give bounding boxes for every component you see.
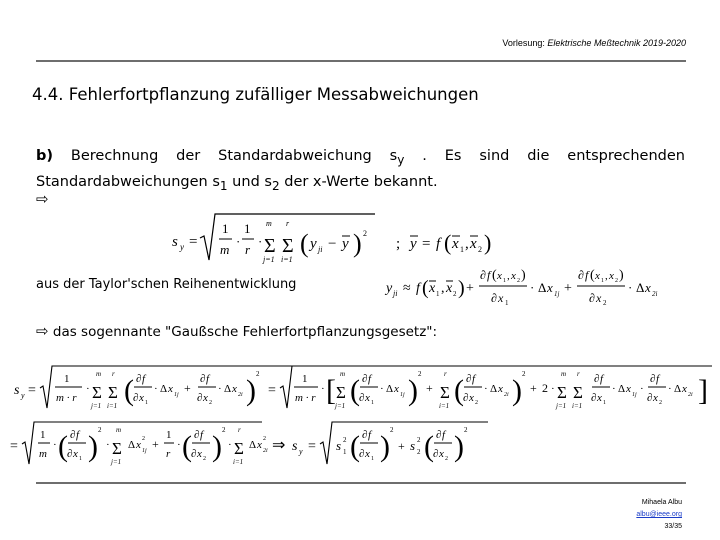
svg-text:2: 2 <box>522 370 526 378</box>
svg-text:y: y <box>386 281 393 296</box>
svg-text:Σ: Σ <box>108 383 118 402</box>
svg-text:=: = <box>28 383 36 398</box>
svg-text:x: x <box>446 281 453 296</box>
page-title: 4.4. Fehlerfortpflanzung zufälliger Messabweichungen <box>32 85 479 104</box>
header-course: Elektrische Meßtechnik 2019-2020 <box>547 38 686 48</box>
svg-text:∂: ∂ <box>463 392 469 404</box>
svg-text:2: 2 <box>263 436 266 442</box>
task-paragraph <box>36 145 685 197</box>
svg-text:;: ; <box>396 236 401 252</box>
svg-text:=: = <box>189 234 198 250</box>
svg-text:+: + <box>530 381 537 395</box>
lecture-header <box>502 38 686 48</box>
svg-text:]: ] <box>698 374 708 407</box>
svg-text:r: r <box>238 426 241 434</box>
svg-text:x: x <box>365 392 370 404</box>
svg-text:m: m <box>266 219 272 228</box>
svg-text:f: f <box>585 268 589 282</box>
svg-text:+: + <box>564 281 572 296</box>
svg-text:2: 2 <box>464 426 468 434</box>
svg-text:Σ: Σ <box>557 383 567 402</box>
svg-text:x: x <box>682 383 687 395</box>
svg-text:1: 1 <box>302 373 308 385</box>
svg-text:r: r <box>286 219 290 228</box>
svg-text:∂: ∂ <box>436 429 442 441</box>
svg-text:y: y <box>180 242 184 252</box>
svg-text:r: r <box>112 370 115 378</box>
svg-text:(: ( <box>350 374 360 407</box>
svg-text:1: 1 <box>436 290 440 298</box>
svg-text:Σ: Σ <box>336 383 346 402</box>
svg-text:x: x <box>597 392 602 404</box>
svg-text:,: , <box>441 281 445 296</box>
svg-text:s: s <box>14 383 20 398</box>
svg-text:∂: ∂ <box>480 268 486 282</box>
svg-text:1j: 1j <box>142 448 147 454</box>
svg-text:∂: ∂ <box>647 392 653 404</box>
svg-text:x: x <box>511 270 516 282</box>
svg-text:=: = <box>422 236 431 252</box>
svg-text:+: + <box>152 437 159 451</box>
footer <box>636 497 682 533</box>
svg-text:f: f <box>76 429 80 441</box>
svg-text:1j: 1j <box>554 290 560 298</box>
svg-text:Σ: Σ <box>264 235 276 257</box>
svg-text:Σ: Σ <box>234 439 244 458</box>
svg-text:2: 2 <box>453 290 457 298</box>
svg-text:2: 2 <box>417 448 421 456</box>
svg-text:x: x <box>497 270 502 282</box>
svg-text:m: m <box>340 370 346 378</box>
svg-text:⇒: ⇒ <box>272 437 286 454</box>
svg-text:): ) <box>88 430 98 463</box>
svg-text:∂: ∂ <box>591 392 597 404</box>
svg-text:f: f <box>200 429 204 441</box>
svg-text:f: f <box>206 373 210 385</box>
svg-text:s: s <box>172 234 178 250</box>
svg-text:·: · <box>380 383 384 395</box>
svg-text:y: y <box>310 236 317 252</box>
svg-text:(: ( <box>590 268 595 283</box>
svg-text:Δ: Δ <box>636 280 645 295</box>
svg-text:2: 2 <box>659 400 662 406</box>
svg-text:Δ: Δ <box>160 383 168 395</box>
svg-text:): ) <box>458 277 465 299</box>
svg-text:2i: 2i <box>688 392 693 398</box>
svg-text:,: , <box>465 236 469 252</box>
svg-text:∂: ∂ <box>362 429 368 441</box>
svg-text:x: x <box>596 291 602 305</box>
gauss-law-line <box>36 322 437 340</box>
svg-text:r: r <box>444 370 447 378</box>
svg-text:2: 2 <box>142 436 145 442</box>
svg-text:Σ: Σ <box>92 383 102 402</box>
svg-text:2: 2 <box>203 456 206 462</box>
svg-text:2i: 2i <box>263 448 268 454</box>
svg-text:1: 1 <box>371 400 374 406</box>
svg-text:x: x <box>498 291 504 305</box>
svg-text:1: 1 <box>601 278 604 284</box>
svg-text:x: x <box>653 392 658 404</box>
svg-text:2: 2 <box>222 426 226 434</box>
svg-text:=: = <box>10 439 18 454</box>
svg-text:·: · <box>53 439 57 451</box>
svg-text:ji: ji <box>318 245 323 254</box>
equation-sy-gauss-result <box>6 418 516 474</box>
svg-text:y: y <box>21 391 25 400</box>
para-sub-2: 2 <box>271 178 280 193</box>
svg-text:1j: 1j <box>632 392 637 398</box>
svg-text:s: s <box>336 438 342 453</box>
svg-text:,: , <box>605 270 608 282</box>
svg-text:): ) <box>521 268 526 283</box>
author-name: Mihaela Albu <box>641 499 682 506</box>
svg-text:Δ: Δ <box>386 383 394 395</box>
svg-text:1: 1 <box>145 400 148 406</box>
svg-text:): ) <box>408 374 418 407</box>
page-number: 33/35 <box>664 523 682 530</box>
svg-text:1: 1 <box>40 429 46 441</box>
svg-text:2: 2 <box>417 436 421 444</box>
svg-text:=: = <box>308 439 316 454</box>
svg-text:(: ( <box>124 374 134 407</box>
svg-text:·: · <box>106 439 110 451</box>
svg-text:1: 1 <box>79 456 82 462</box>
svg-text:·: · <box>321 383 325 395</box>
svg-text:·: · <box>612 383 616 395</box>
para-sub-1: 1 <box>219 178 228 193</box>
svg-text:m: m <box>116 426 122 434</box>
svg-text:,: , <box>507 270 510 282</box>
svg-text:∂: ∂ <box>70 429 76 441</box>
svg-text:2i: 2i <box>504 392 509 398</box>
svg-text:m: m <box>39 448 47 460</box>
svg-text:1: 1 <box>64 373 70 385</box>
svg-text:f: f <box>600 373 604 385</box>
svg-text:j=1: j=1 <box>263 255 275 264</box>
svg-text:1: 1 <box>460 245 464 254</box>
svg-text:(: ( <box>58 430 68 463</box>
svg-text:x: x <box>257 439 262 451</box>
svg-text:Δ: Δ <box>128 439 136 451</box>
svg-text:Σ: Σ <box>112 439 122 458</box>
svg-text:Δ: Δ <box>249 439 257 451</box>
para-text-3: und s <box>227 173 272 190</box>
svg-text:∂: ∂ <box>362 373 368 385</box>
svg-text:m: m <box>561 370 567 378</box>
svg-text:x: x <box>547 280 553 295</box>
arrow-icon: ⇨ <box>36 190 49 208</box>
svg-text:i=1: i=1 <box>281 255 293 264</box>
svg-text:): ) <box>212 430 222 463</box>
svg-text:j=1: j=1 <box>111 458 122 466</box>
svg-text:x: x <box>609 270 614 282</box>
svg-text:f: f <box>416 281 420 296</box>
svg-text:f: f <box>368 373 372 385</box>
svg-text:2: 2 <box>256 370 260 378</box>
svg-text:−: − <box>328 236 337 252</box>
svg-text:y: y <box>410 236 417 252</box>
svg-text:·: · <box>86 383 90 395</box>
svg-text:i=1: i=1 <box>233 458 244 466</box>
svg-text:2: 2 <box>418 370 422 378</box>
svg-text:y: y <box>342 236 349 252</box>
svg-text:1: 1 <box>343 448 347 456</box>
svg-text:2: 2 <box>209 400 212 406</box>
svg-text:f: f <box>442 429 446 441</box>
svg-text:): ) <box>512 374 522 407</box>
svg-text:·: · <box>177 439 181 451</box>
svg-text:x: x <box>232 383 237 395</box>
header-prefix: Vorlesung: <box>502 38 548 48</box>
svg-text:1: 1 <box>505 299 509 307</box>
svg-text:·: · <box>668 383 672 395</box>
para-sub-y: y <box>397 152 405 167</box>
svg-text:2i: 2i <box>652 290 658 298</box>
svg-text:∂: ∂ <box>578 268 584 282</box>
svg-text:): ) <box>353 229 362 258</box>
svg-text:1j: 1j <box>174 392 179 398</box>
svg-text:f: f <box>656 373 660 385</box>
svg-text:+: + <box>466 281 474 296</box>
svg-text:(: ( <box>300 229 309 258</box>
svg-text:x: x <box>498 383 503 395</box>
svg-text:2: 2 <box>475 400 478 406</box>
author-email-link[interactable]: albu@ieee.org <box>636 511 682 518</box>
equation-taylor-expansion <box>384 262 709 310</box>
svg-text:+: + <box>184 381 191 395</box>
task-label: b) <box>36 148 54 164</box>
svg-text:f: f <box>472 373 476 385</box>
svg-text:·: · <box>628 280 633 295</box>
svg-text:x: x <box>139 392 144 404</box>
svg-text:f: f <box>368 429 372 441</box>
svg-text:∂: ∂ <box>466 373 472 385</box>
svg-text:j=1: j=1 <box>335 402 346 410</box>
svg-text:2: 2 <box>343 436 347 444</box>
svg-text:x: x <box>197 448 202 460</box>
svg-text:1: 1 <box>166 429 172 441</box>
svg-text:∂: ∂ <box>191 448 197 460</box>
svg-text:≈: ≈ <box>403 281 411 296</box>
svg-text:(: ( <box>182 430 192 463</box>
svg-text:∂: ∂ <box>67 448 73 460</box>
svg-text:i=1: i=1 <box>572 402 583 410</box>
bottom-divider <box>36 482 686 484</box>
svg-text:m: m <box>96 370 102 378</box>
svg-text:∂: ∂ <box>589 291 595 305</box>
svg-text:m · r: m · r <box>295 392 316 404</box>
svg-text:∂: ∂ <box>197 392 203 404</box>
svg-text:2: 2 <box>478 245 482 254</box>
svg-text:): ) <box>619 268 624 283</box>
svg-text:Δ: Δ <box>538 280 547 295</box>
svg-text:x: x <box>470 236 477 252</box>
svg-text:·: · <box>218 383 222 395</box>
para-text-1: Berechnung der Standardabweichung s <box>53 148 398 164</box>
svg-text:1: 1 <box>371 456 374 462</box>
svg-text:f: f <box>142 373 146 385</box>
svg-text:[: [ <box>326 374 336 407</box>
svg-text:∂: ∂ <box>491 291 497 305</box>
svg-text:x: x <box>645 280 651 295</box>
svg-text:·: · <box>228 439 232 451</box>
svg-text:·: · <box>640 383 644 395</box>
svg-text:∂: ∂ <box>650 373 656 385</box>
svg-text:1j: 1j <box>400 392 405 398</box>
svg-text:=: = <box>268 383 276 398</box>
svg-text:y: y <box>299 447 303 456</box>
svg-text:(: ( <box>424 430 434 463</box>
svg-text:x: x <box>452 236 459 252</box>
svg-text:m · r: m · r <box>56 392 77 404</box>
svg-text:Σ: Σ <box>573 383 583 402</box>
svg-text:∂: ∂ <box>359 448 365 460</box>
svg-text:j=1: j=1 <box>91 402 102 410</box>
svg-text:f: f <box>487 268 491 282</box>
svg-text:): ) <box>454 430 464 463</box>
svg-text:s: s <box>410 438 416 453</box>
svg-text:1: 1 <box>503 278 506 284</box>
svg-text:·: · <box>236 234 241 249</box>
svg-text:x: x <box>439 448 444 460</box>
svg-text:m: m <box>220 242 230 257</box>
svg-text:): ) <box>484 230 492 255</box>
svg-text:Δ: Δ <box>224 383 232 395</box>
svg-text:x: x <box>73 448 78 460</box>
svg-text:2i: 2i <box>238 392 243 398</box>
taylor-label: aus der Taylor'schen Reihenentwicklung <box>36 277 297 292</box>
para-text-4: der x-Werte bekannt. <box>279 173 438 190</box>
equation-sy-definition <box>170 208 510 268</box>
svg-text:x: x <box>626 383 631 395</box>
svg-text:x: x <box>168 383 173 395</box>
svg-text:i=1: i=1 <box>107 402 118 410</box>
para-text-2: . Es sind die entsprechenden Standardabweichungen s <box>36 148 685 190</box>
svg-text:s: s <box>292 439 298 454</box>
svg-text:∂: ∂ <box>200 373 206 385</box>
svg-text:Δ: Δ <box>490 383 498 395</box>
svg-text:r: r <box>245 242 251 257</box>
svg-text:∂: ∂ <box>433 448 439 460</box>
gauss-law-text: das sogennante "Gaußsche Fehlerfortpflanzungsgesetz": <box>48 324 438 340</box>
svg-text:∂: ∂ <box>359 392 365 404</box>
svg-text:·: · <box>551 383 555 395</box>
svg-text:f: f <box>436 236 441 252</box>
svg-text:(: ( <box>492 268 497 283</box>
svg-text:j=1: j=1 <box>556 402 567 410</box>
svg-text:r: r <box>166 448 171 460</box>
svg-text:): ) <box>380 430 390 463</box>
svg-text:(: ( <box>350 430 360 463</box>
svg-text:1: 1 <box>244 221 251 236</box>
svg-text:ji: ji <box>393 289 398 298</box>
svg-text:(: ( <box>444 230 452 255</box>
svg-text:x: x <box>429 281 436 296</box>
svg-text:i=1: i=1 <box>439 402 450 410</box>
svg-text:∂: ∂ <box>194 429 200 441</box>
svg-text:·: · <box>484 383 488 395</box>
svg-text:2: 2 <box>517 278 520 284</box>
svg-text:x: x <box>203 392 208 404</box>
svg-text:x: x <box>595 270 600 282</box>
svg-text:1: 1 <box>603 400 606 406</box>
svg-text:2: 2 <box>98 426 102 434</box>
svg-text:·: · <box>258 234 263 249</box>
svg-text:∂: ∂ <box>594 373 600 385</box>
svg-text:x: x <box>394 383 399 395</box>
svg-text:Σ: Σ <box>282 235 294 257</box>
svg-text:x: x <box>469 392 474 404</box>
svg-text:Δ: Δ <box>618 383 626 395</box>
svg-text:+: + <box>426 381 433 395</box>
svg-text:Σ: Σ <box>440 383 450 402</box>
svg-text:1: 1 <box>222 221 229 236</box>
svg-text:2: 2 <box>390 426 394 434</box>
svg-text:Δ: Δ <box>674 383 682 395</box>
svg-text:2: 2 <box>542 381 548 395</box>
svg-text:+: + <box>398 439 405 453</box>
svg-text:(: ( <box>454 374 464 407</box>
svg-text:·: · <box>530 280 535 295</box>
arrow-icon: ⇨ <box>36 322 49 340</box>
svg-text:·: · <box>154 383 158 395</box>
svg-text:2: 2 <box>445 456 448 462</box>
svg-text:2: 2 <box>603 299 607 307</box>
svg-text:2: 2 <box>615 278 618 284</box>
top-divider <box>36 60 686 62</box>
svg-text:x: x <box>365 448 370 460</box>
svg-text:∂: ∂ <box>136 373 142 385</box>
svg-text:(: ( <box>422 277 429 299</box>
svg-text:2: 2 <box>363 229 367 238</box>
svg-text:x: x <box>136 439 141 451</box>
svg-text:∂: ∂ <box>133 392 139 404</box>
equation-sy-expansion-1 <box>12 362 712 418</box>
svg-text:): ) <box>246 374 256 407</box>
svg-text:r: r <box>577 370 580 378</box>
